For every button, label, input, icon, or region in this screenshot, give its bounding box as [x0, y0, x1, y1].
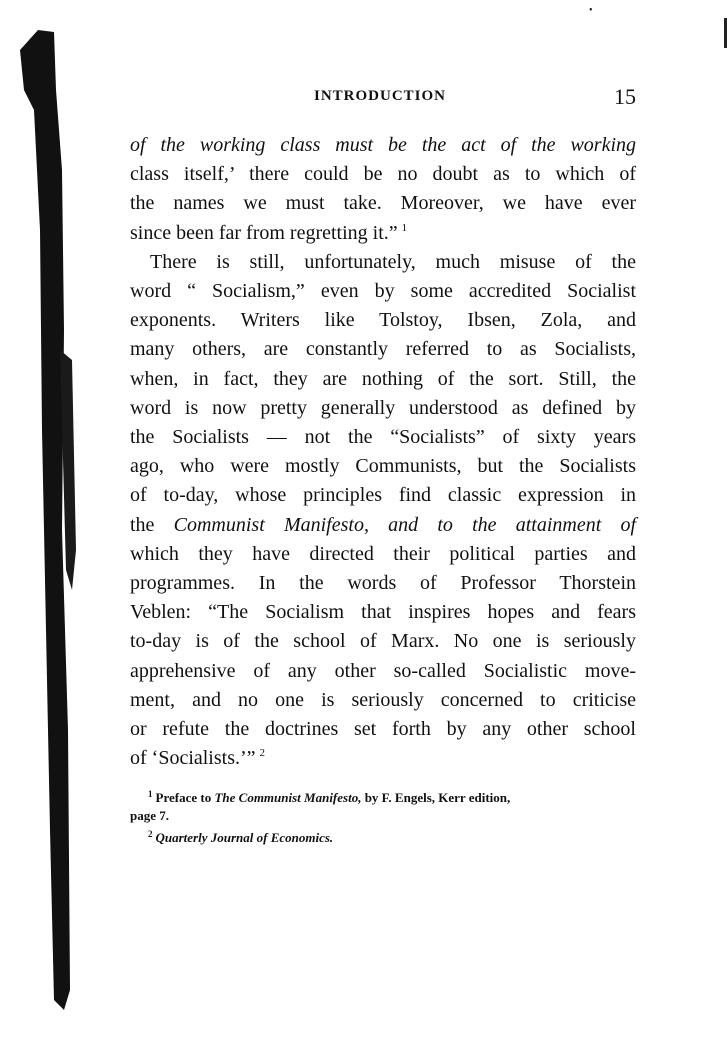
- text-line: exponents. Writers like Tolstoy, Ibsen, Zola, and: [130, 309, 636, 332]
- text-line: word “ Socialism,” even by some accredited Socialist: [130, 280, 636, 303]
- text-line: when, in fact, they are nothing of the sort. Still, the: [130, 367, 636, 390]
- text-line: the Socialists — not the “Socialists” of sixty years: [130, 426, 636, 449]
- footnote-ref: 2: [259, 747, 266, 760]
- footnote-marker: 2: [148, 829, 153, 839]
- footnote-1: [130, 785, 636, 807]
- body-text: [130, 131, 636, 773]
- text-line: the names we must take. Moreover, we have ever: [130, 192, 636, 215]
- scan-speck: •: [589, 5, 593, 16]
- text-line: There is still, unfortunately, much misuse of the: [150, 250, 636, 273]
- text-line: ago, who were mostly Communists, but the Socialists: [130, 455, 636, 478]
- text-fragment: and to the attainment of: [368, 513, 637, 536]
- text-line: class itself,’ there could be no doubt as to which of: [130, 163, 636, 186]
- text-line: programmes. In the words of Professor Thorstein: [130, 572, 636, 595]
- text-line-content: of ‘Socialists.’”: [130, 747, 256, 770]
- text-line: or refute the doctrines set forth by any other school: [130, 718, 636, 741]
- text-line: of to-day, whose principles find classic expression in: [130, 484, 636, 507]
- manifesto-title: Communist Manifesto,: [173, 513, 369, 536]
- text-line: many others, are constantly referred to as Socialists,: [130, 338, 636, 361]
- footnote-2: [130, 825, 636, 847]
- text-line: [130, 219, 636, 248]
- footnote-marker: 1: [148, 789, 153, 799]
- footnote-1-continued: page 7.: [130, 808, 169, 823]
- text-line: apprehensive of any other so-called Socialistic move-: [130, 659, 636, 682]
- text-line: which they have directed their political parties and: [130, 542, 636, 565]
- running-header: INTRODUCTION: [314, 88, 447, 104]
- text-line: Veblen: “The Socialism that inspires hopes and fears: [130, 601, 636, 624]
- footnote-ref: 1: [401, 221, 408, 234]
- footnote-text: by F. Engels, Kerr edition,: [361, 790, 511, 805]
- text-line: word is now pretty generally understood as defined by: [130, 396, 636, 419]
- text-line: [130, 511, 636, 540]
- page-number: 15: [614, 84, 636, 109]
- text-line: of the working class must be the act of the working: [130, 134, 636, 156]
- text-fragment: the: [130, 513, 174, 536]
- text-line: ment, and no one is seriously concerned to criticise: [130, 688, 636, 711]
- footnote-title: Quarterly Journal of Economics.: [155, 830, 334, 845]
- footnote-text: Preface to: [155, 790, 215, 805]
- footnote-title: The Communist Manifesto,: [214, 790, 362, 805]
- text-line: to-day is of the school of Marx. No one is seriously: [130, 630, 636, 653]
- text-line-content: since been far from regretting it.”: [130, 221, 398, 244]
- page-binding-shadow: [20, 30, 78, 1010]
- text-line: [130, 744, 636, 773]
- footnotes: [130, 785, 636, 847]
